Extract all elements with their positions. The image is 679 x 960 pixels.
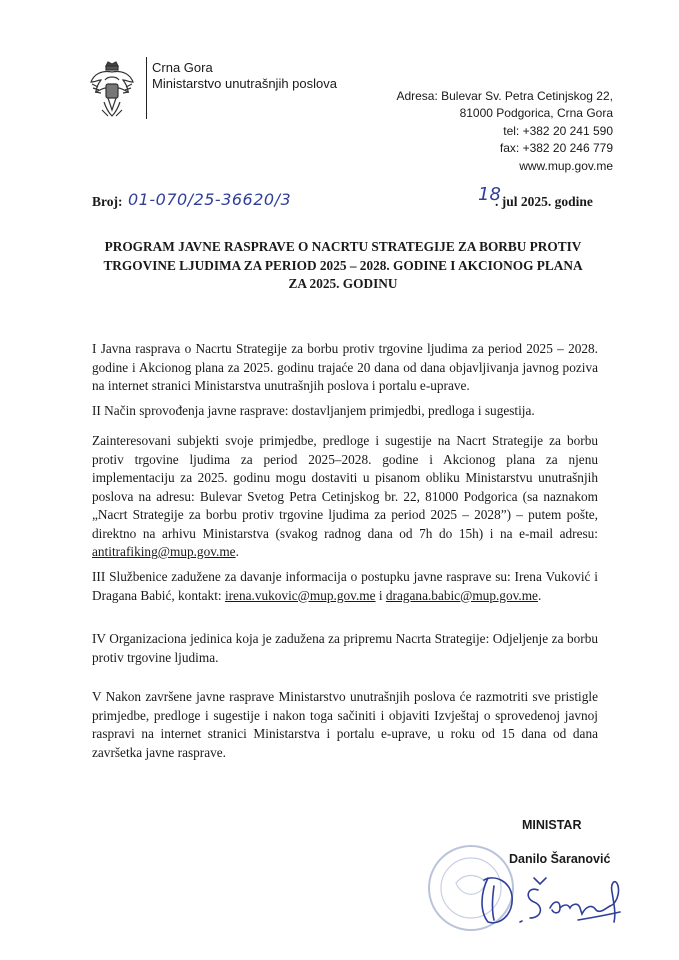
section-5: IV Organizaciona jedinica koja je zadužena za pripremu Nacrta Strategije: Odjeljenje za borbu protiv trgovine ljudima. (92, 631, 598, 665)
section-4-text: III Službenice zadužene za davanje informacija o postupku javne rasprave su: Irena Vuković i Dragana Babić, kontakt: (92, 569, 598, 603)
handwritten-signature (470, 864, 628, 934)
reference-number: 01-070/25-36620/3 (128, 190, 292, 209)
section-3-text: Zainteresovani subjekti svoje primjedbe, predloge i sugestije na Nacrt Strategije za borbu protiv trgovine ljudima za period 2025–2028. godine i Akcionog plana za njenu implementaciju za 2025. godinu mogu dostaviti u pisanom obliku Ministarstvu unutrašnjih poslova na adresu: Bulevar Svetog Petra Cetinjskog br. 22, 81000 Podgorica (sa naznakom „Nacrt Strategije za borbu protiv trgovine ljudima za period 2025 – 2028”) – putem pošte, direktno na arhivu Ministarstva (svakog radnog dana od 7h do 15h) i na e-mail adresu: (92, 433, 598, 541)
address-line: 81000 Podgorica, Crna Gora (459, 106, 613, 121)
address-block (396, 88, 613, 175)
email-link-dragana[interactable]: dragana.babic@mup.gov.me (385, 587, 538, 603)
reference-label: Broj: (92, 194, 123, 209)
section-3 (92, 432, 598, 562)
fax-line: fax: +382 20 246 779 (499, 141, 613, 156)
document-title: PROGRAM JAVNE RASPRAVE O NACRTU STRATEGIJE ZA BORBU PROTIV TRGOVINE LJUDIMA ZA PERIOD 2025 – 2028. GODINE I AKCIONOG PLANA ZA 2025. GODINU (103, 239, 583, 292)
email-link-irena[interactable]: irena.vukovic@mup.gov.me (224, 587, 376, 603)
country-name: Crna Gora (152, 60, 213, 75)
website-line: www.mup.gov.me (519, 158, 613, 173)
minister-name: Danilo Šaranović (509, 852, 611, 866)
address-line: Adresa: Bulevar Sv. Petra Cetinjskog 22, (396, 89, 613, 103)
section-2: II Način sprovođenja javne rasprave: dostavljanjem primjedbi, predloga i sugestija. (92, 403, 535, 418)
email-link-antitrafiking[interactable]: antitrafiking@mup.gov.me (92, 544, 236, 559)
ministry-name: Ministarstvo unutrašnjih poslova (152, 76, 337, 91)
section-3-end: . (235, 544, 239, 559)
section-4-and: i (375, 587, 386, 603)
phone-line: tel: +382 20 241 590 (503, 123, 613, 138)
date-day: 18 (478, 184, 501, 205)
coat-of-arms-icon (88, 60, 136, 122)
section-1: I Javna rasprava o Nacrtu Strategije za borbu protiv trgovine ljudima za period 2025 – 2028. godine i Akcionog plana za 2025. godinu trajaće 20 dana od dana objavljivanja javnog poziva na internet stranici Ministarstva unutrašnjih poslova i portalu e-uprave. (92, 341, 598, 393)
section-4-end: . (537, 587, 542, 603)
section-4 (92, 568, 598, 605)
minister-title: MINISTAR (522, 818, 582, 832)
section-6: V Nakon završene javne rasprave Ministarstvo unutrašnjih poslova će razmotriti sve pristigle primjedbe, predloge i sugestije i nakon toga sačiniti i objaviti Izvještaj o sprovedenoj javnoj raspravi na internet stranici Ministarstva i portalu e-uprave, u roku od 15 dana od dana završetka javne rasprave. (92, 689, 598, 760)
date-text: . jul 2025. godine (495, 194, 593, 209)
header-divider (146, 57, 147, 119)
